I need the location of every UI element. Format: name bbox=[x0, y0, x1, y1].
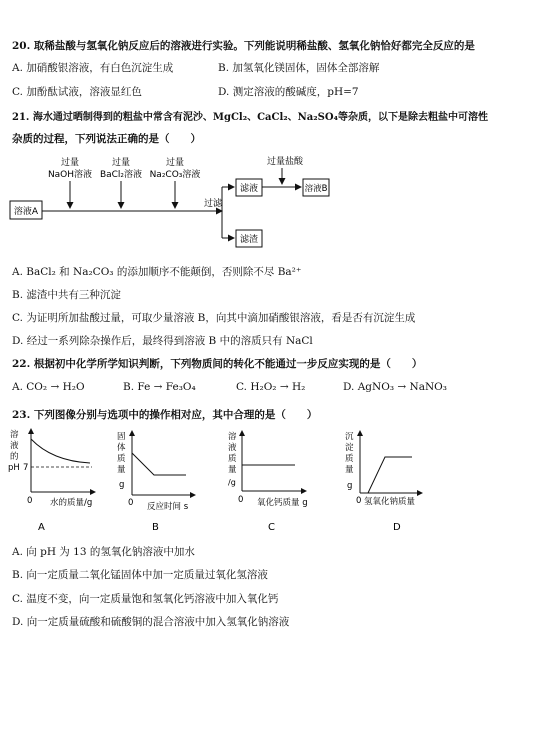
graph-a-letter: A bbox=[38, 522, 45, 533]
graph-a-xlabel: 水的质量/g bbox=[50, 498, 93, 508]
q21-stem-line1: 21. 海水通过晒制得到的粗盐中常含有泥沙、MgCl₂、CaCl₂、Na₂SO₄等杂质，以下是除去粗盐中可溶性 bbox=[12, 112, 488, 123]
flow-reagent3-bottom: Na₂CO₃溶液 bbox=[149, 170, 201, 180]
graph-c-ylabel-2: 液 bbox=[228, 443, 237, 453]
q23-option-b: B. 向一定质量二氧化锰固体中加一定质量过氧化氢溶液 bbox=[12, 569, 268, 581]
graph-d bbox=[345, 431, 422, 533]
graph-b-ylabel-5: g bbox=[119, 480, 125, 490]
q21-flow-diagram bbox=[0, 150, 553, 260]
graph-b-ylabel-2: 体 bbox=[117, 443, 126, 453]
q22-option-a: A. CO₂ → H₂O bbox=[12, 381, 85, 393]
flow-reagent2-bottom: BaCl₂溶液 bbox=[99, 170, 143, 180]
graph-d-ylabel-5: g bbox=[347, 481, 353, 491]
q23-option-c: C. 温度不变，向一定质量饱和氢氧化钙溶液中加入氧化钙 bbox=[12, 593, 279, 605]
graph-a-ylabel-2: 液 bbox=[10, 441, 19, 451]
graph-c-letter: C bbox=[268, 522, 275, 533]
graph-d-xlabel: 氢氧化钠质量 bbox=[364, 497, 416, 507]
q20-option-b: B. 加氢氧化镁固体，固体全部溶解 bbox=[218, 62, 380, 74]
graph-c-ylabel-1: 溶 bbox=[228, 432, 237, 442]
graph-c-ylabel-3: 质 bbox=[228, 454, 237, 464]
q21-option-c: C. 为证明所加盐酸过量，可取少量溶液 B，向其中滴加硝酸银溶液，看是否有沉淀生成 bbox=[12, 312, 416, 324]
q23-option-d: D. 向一定质量硫酸和硫酸铜的混合溶液中加入氢氧化钠溶液 bbox=[12, 616, 290, 628]
graph-a-ylabel-1: 溶 bbox=[10, 430, 19, 440]
graph-c-origin: 0 bbox=[238, 495, 244, 505]
q23-graphs bbox=[0, 425, 553, 540]
graph-b-line bbox=[132, 453, 186, 475]
graph-a-ylabel-4: pH bbox=[8, 463, 20, 473]
q21-stem-line2: 杂质的过程，下列说法正确的是（ ） bbox=[12, 133, 201, 145]
q21-option-a: A. BaCl₂ 和 Na₂CO₃ 的添加顺序不能颠倒，否则除不尽 Ba²⁺ bbox=[12, 266, 302, 278]
q20-option-a: A. 加硝酸银溶液，有白色沉淀生成 bbox=[12, 62, 174, 74]
flow-reagent1-top: 过量 bbox=[60, 158, 80, 168]
graph-b-xlabel: 反应时间 s bbox=[147, 502, 189, 512]
graph-d-ylabel-3: 质 bbox=[345, 454, 354, 464]
graph-d-origin: 0 bbox=[356, 496, 362, 506]
flow-reagent1-bottom: NaOH溶液 bbox=[47, 170, 93, 180]
q20-option-c: C. 加酚酞试液，溶液显红色 bbox=[12, 86, 142, 98]
graph-b-origin: 0 bbox=[128, 498, 134, 508]
flow-box-solution-a-label: 溶液A bbox=[13, 207, 39, 217]
graph-b bbox=[117, 431, 195, 533]
graph-a-curve bbox=[31, 439, 90, 463]
graph-c-xlabel: 氧化钙质量 g bbox=[257, 498, 308, 508]
q20-stem: 20. 取稀盐酸与氢氧化钠反应后的溶液进行实验。下列能说明稀盐酸、氢氧化钠恰好都完全反应的是 bbox=[12, 40, 475, 52]
graph-b-letter: B bbox=[152, 522, 159, 533]
q22-stem: 22. 根据初中化学所学知识判断，下列物质间的转化不能通过一步反应实现的是（ ） bbox=[12, 358, 423, 370]
q22-option-b: B. Fe → Fe₃O₄ bbox=[123, 381, 196, 393]
q22-option-d: D. AgNO₃ → NaNO₃ bbox=[343, 381, 447, 393]
q23-option-a: A. 向 pH 为 13 的氢氧化钠溶液中加水 bbox=[12, 546, 195, 558]
graph-b-ylabel-4: 量 bbox=[117, 465, 126, 475]
graph-a-origin: 0 bbox=[27, 496, 33, 506]
flow-box-solution-b-label: 溶液B bbox=[304, 184, 328, 194]
graph-a-ylabel-3: 的 bbox=[10, 452, 19, 462]
q22-option-c: C. H₂O₂ → H₂ bbox=[236, 381, 306, 393]
q21-option-b: B. 滤渣中共有三种沉淀 bbox=[12, 289, 121, 301]
flow-reagent4-label: 过量盐酸 bbox=[266, 157, 304, 167]
graph-a bbox=[8, 429, 95, 533]
flow-box-residue-label: 滤渣 bbox=[239, 235, 259, 245]
flow-box-filtrate-label: 滤液 bbox=[239, 184, 259, 194]
graph-b-ylabel-3: 质 bbox=[117, 454, 126, 464]
graph-a-tick-7: 7 bbox=[23, 463, 29, 473]
flow-reagent3-top: 过量 bbox=[165, 158, 185, 168]
q20-option-d: D. 测定溶液的酸碱度，pH=7 bbox=[218, 86, 359, 98]
graph-c-ylabel-5: /g bbox=[228, 478, 236, 487]
flow-filter-label: 过滤 bbox=[203, 199, 223, 209]
graph-d-letter: D bbox=[393, 522, 401, 533]
graph-d-line bbox=[368, 457, 412, 493]
graph-d-ylabel-1: 沉 bbox=[345, 432, 354, 442]
graph-b-ylabel-1: 固 bbox=[117, 432, 126, 442]
graph-d-ylabel-2: 淀 bbox=[345, 443, 354, 453]
q23-stem: 23. 下列图像分别与选项中的操作相对应，其中合理的是（ ） bbox=[12, 409, 318, 421]
flow-reagent2-top: 过量 bbox=[111, 158, 131, 168]
q21-option-d: D. 经过一系列除杂操作后，最终得到溶液 B 中的溶质只有 NaCl bbox=[12, 335, 313, 347]
graph-d-ylabel-4: 量 bbox=[345, 465, 354, 475]
graph-c bbox=[228, 431, 308, 533]
graph-c-ylabel-4: 量 bbox=[228, 465, 237, 475]
